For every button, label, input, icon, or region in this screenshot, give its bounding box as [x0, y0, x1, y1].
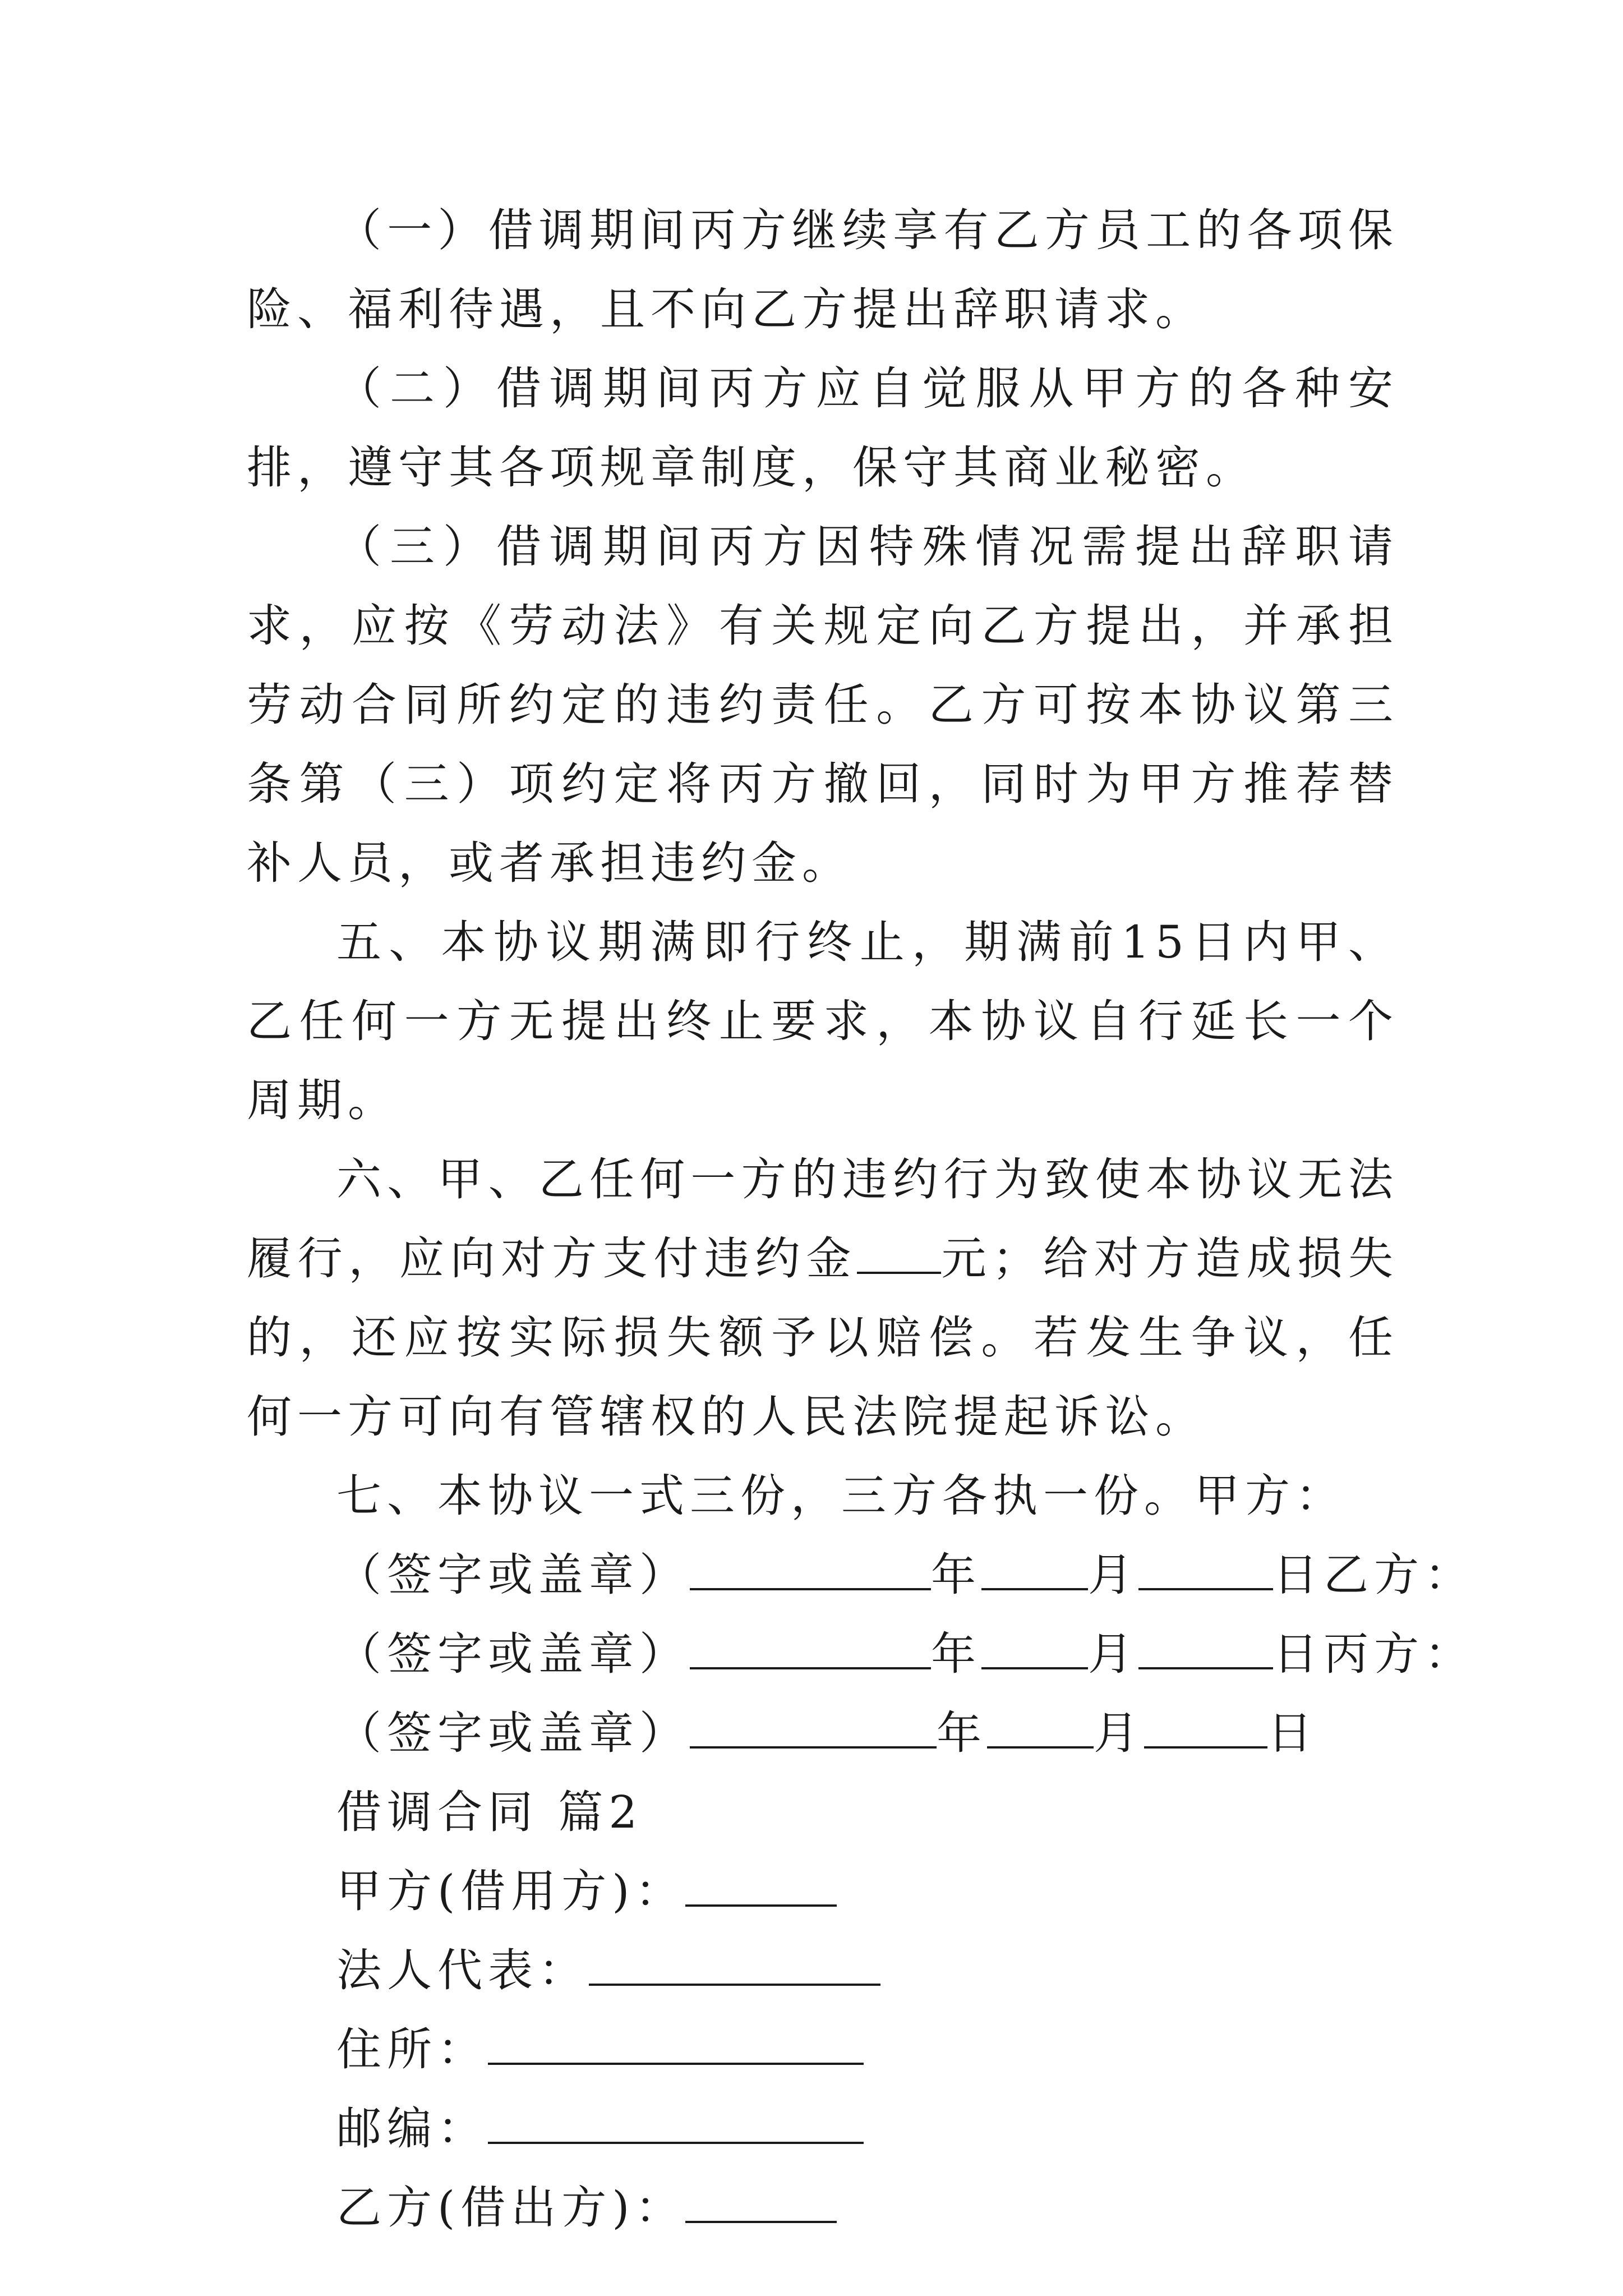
signature-line-c	[247, 1694, 1399, 1773]
party-b-blank	[685, 2182, 837, 2223]
signature-line-b	[247, 1614, 1475, 1694]
sign-label: （签字或盖章）	[336, 1707, 690, 1759]
address-blank	[488, 2023, 864, 2065]
day-blank	[1144, 1707, 1267, 1749]
party-a-line	[247, 1852, 1399, 1931]
party-b-lender-label: 乙方(借出方)：	[336, 2182, 686, 2234]
signature-blank	[690, 1707, 937, 1749]
day-label: 日	[1273, 1628, 1324, 1680]
month-label: 月	[1088, 1628, 1138, 1680]
party-b-line	[247, 2168, 1399, 2247]
postcode-blank	[488, 2102, 864, 2144]
day-blank	[1138, 1628, 1273, 1669]
address-label: 住所：	[336, 2023, 488, 2076]
month-label: 月	[1088, 1549, 1138, 1601]
signature-blank	[690, 1628, 931, 1669]
clause-4-1: （一）借调期间丙方继续享有乙方员工的各项保险、福利待遇，且不向乙方提出辞职请求。	[247, 204, 1399, 335]
postcode-line	[247, 2089, 1399, 2168]
day-label: 日	[1267, 1707, 1318, 1759]
day-label: 日	[1273, 1549, 1324, 1601]
legal-rep-line	[247, 1931, 1399, 2010]
month-blank	[981, 1549, 1088, 1590]
month-blank	[981, 1628, 1088, 1669]
day-blank	[1138, 1549, 1273, 1590]
clause-7: 七、本协议一式三份，三方各执一份。甲方：	[336, 1470, 1346, 1522]
postcode-label: 邮编：	[336, 2102, 488, 2155]
clause-6-text-b: 元；给对方造成损失的，还应按实际损失额予以赔偿。若发生争议，任何一方可向有管辖权的人民法院提起诉讼。	[247, 1232, 1399, 1443]
party-c-label: 丙方：	[1324, 1628, 1475, 1680]
clause-5: 五、本协议期满即行终止，期满前15日内甲、乙任何一方无提出终止要求，本协议自行延长一个周期。	[247, 916, 1399, 1126]
clause-4-2: （二）借调期间丙方应自觉服从甲方的各种安排，遵守其各项规章制度，保守其商业秘密。	[247, 362, 1399, 494]
legal-rep-label: 法人代表：	[336, 1944, 589, 1996]
party-a-label: 甲方(借用方)：	[336, 1865, 686, 1917]
address-line	[247, 2010, 1399, 2089]
party-b-label: 乙方：	[1324, 1549, 1475, 1601]
signature-line-a	[247, 1535, 1475, 1614]
penalty-amount-blank	[857, 1232, 941, 1274]
legal-rep-blank	[589, 1944, 880, 1986]
year-label: 年	[931, 1628, 981, 1680]
sign-label: （签字或盖章）	[336, 1628, 690, 1680]
clause-4-3: （三）借调期间丙方因特殊情况需提出辞职请求，应按《劳动法》有关规定向乙方提出，并承担劳动合同所约定的违约责任。乙方可按本协议第三条第（三）项约定将丙方撤回，同时为甲方推荐替补人员，或者承担违约金。	[247, 521, 1399, 889]
signature-blank	[690, 1549, 931, 1590]
contract-2-title: 借调合同 篇2	[336, 1786, 643, 1838]
party-a-blank	[685, 1865, 837, 1907]
clause-6-text-a: 六、甲、乙任何一方的违约行为致使本协议无法履行，应向对方支付违约金	[247, 1153, 1399, 1285]
month-label: 月	[1094, 1707, 1144, 1759]
year-label: 年	[937, 1707, 987, 1759]
year-label: 年	[931, 1549, 981, 1601]
month-blank	[987, 1707, 1094, 1749]
clause-6	[247, 1140, 1399, 1456]
sign-label: （签字或盖章）	[336, 1549, 690, 1601]
